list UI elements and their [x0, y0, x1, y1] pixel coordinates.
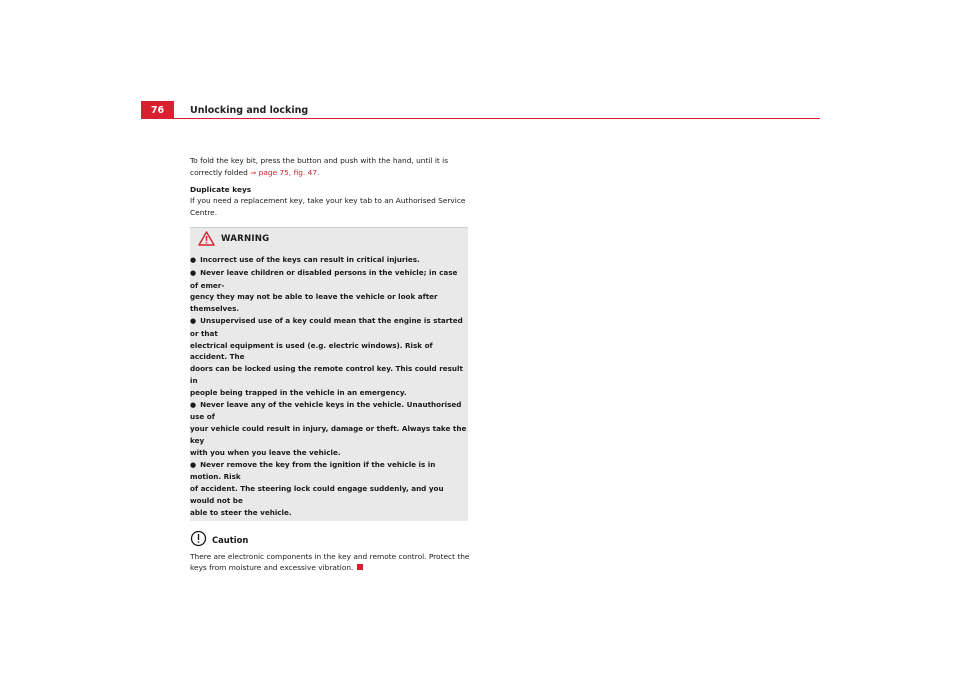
warning-list	[190, 254, 468, 519]
warning-item-text: your vehicle could result in injury, damage or theft. Always take the key	[190, 424, 467, 445]
warning-item-text: Unsupervised use of a key could mean that the engine is started or that	[190, 315, 463, 338]
page-header-title: Unlocking and locking	[190, 105, 309, 116]
main-column	[190, 155, 470, 574]
warning-item-text: gency they may not be able to leave the vehicle or look after themselves.	[190, 292, 438, 314]
warning-item-text: of accident. The steering lock could engage suddenly, and you would not be	[190, 484, 444, 505]
warning-item-text: electrical equipment is used (e.g. electric windows). Risk of accident. The	[190, 340, 433, 362]
warning-item-line	[190, 315, 467, 340]
warning-item-text: with you when you leave the vehicle.	[190, 447, 341, 457]
caution-icon	[190, 530, 207, 551]
warning-item-text: people being trapped in the vehicle in an emergency.	[190, 387, 407, 397]
fold-line-2-text: correctly folded	[190, 167, 251, 177]
header-rule	[174, 118, 820, 119]
caution-line-1: There are electronic components in the key and remote control. Protect the	[190, 551, 470, 561]
warning-triangle-icon	[198, 231, 215, 250]
bullet-icon: ●	[190, 316, 197, 325]
warning-item-text: Never remove the key from the ignition if the vehicle is in motion. Risk	[190, 459, 436, 482]
warning-item-line	[190, 447, 467, 459]
caution-label: Caution	[212, 534, 249, 545]
warning-item-line	[190, 363, 467, 387]
warning-item-line	[190, 387, 467, 399]
bullet-icon: ●	[190, 400, 197, 409]
caution-line-2	[190, 562, 470, 574]
warning-item-text: able to steer the vehicle.	[190, 507, 292, 517]
bullet-icon: ●	[190, 460, 197, 469]
warning-label: WARNING	[221, 234, 270, 245]
warning-item	[190, 315, 468, 399]
warning-item-line	[190, 340, 467, 364]
warning-item-line	[190, 291, 467, 315]
warning-item-line	[190, 267, 467, 292]
warning-item-line	[190, 399, 467, 424]
warning-item-text: Never leave any of the vehicle keys in the vehicle. Unauthorised use of	[190, 399, 462, 422]
warning-item	[190, 267, 468, 315]
warning-item-line	[190, 423, 467, 447]
warning-item-line	[190, 254, 467, 267]
bullet-icon: ●	[190, 255, 197, 264]
warning-item-line	[190, 459, 467, 484]
warning-item-text: doors can be locked using the remote control key. This could result in	[190, 364, 463, 385]
page-reference-link[interactable]: ⇒ page 75, fig. 47.	[250, 167, 320, 177]
warning-header	[198, 232, 468, 248]
warning-item-text: Never leave children or disabled persons in the vehicle; in case of emer-	[190, 267, 458, 290]
duplicate-keys-section	[190, 184, 470, 219]
duplicate-line-2: Centre.	[190, 208, 218, 218]
warning-item	[190, 399, 468, 459]
fold-line-2	[190, 167, 470, 179]
page-number: 76	[141, 101, 174, 119]
warning-item-line	[190, 483, 467, 507]
duplicate-line-1: If you need a replacement key, take your key tab to an Authorised Service	[190, 196, 466, 206]
warning-item-line	[190, 507, 467, 519]
bullet-icon: ●	[190, 268, 197, 277]
warning-item	[190, 254, 468, 267]
warning-box	[190, 227, 468, 521]
caution-header	[190, 533, 470, 549]
fold-paragraph	[190, 155, 470, 179]
warning-item	[190, 459, 468, 519]
caution-line-2-text: keys from moisture and excessive vibration.	[190, 563, 354, 573]
duplicate-keys-heading: Duplicate keys	[190, 184, 252, 194]
fold-line-1: To fold the key bit, press the button and push with the hand, until it is	[190, 156, 449, 165]
section-end-marker-icon	[357, 564, 363, 570]
warning-item-text: Incorrect use of the keys can result in critical injuries.	[200, 254, 420, 264]
